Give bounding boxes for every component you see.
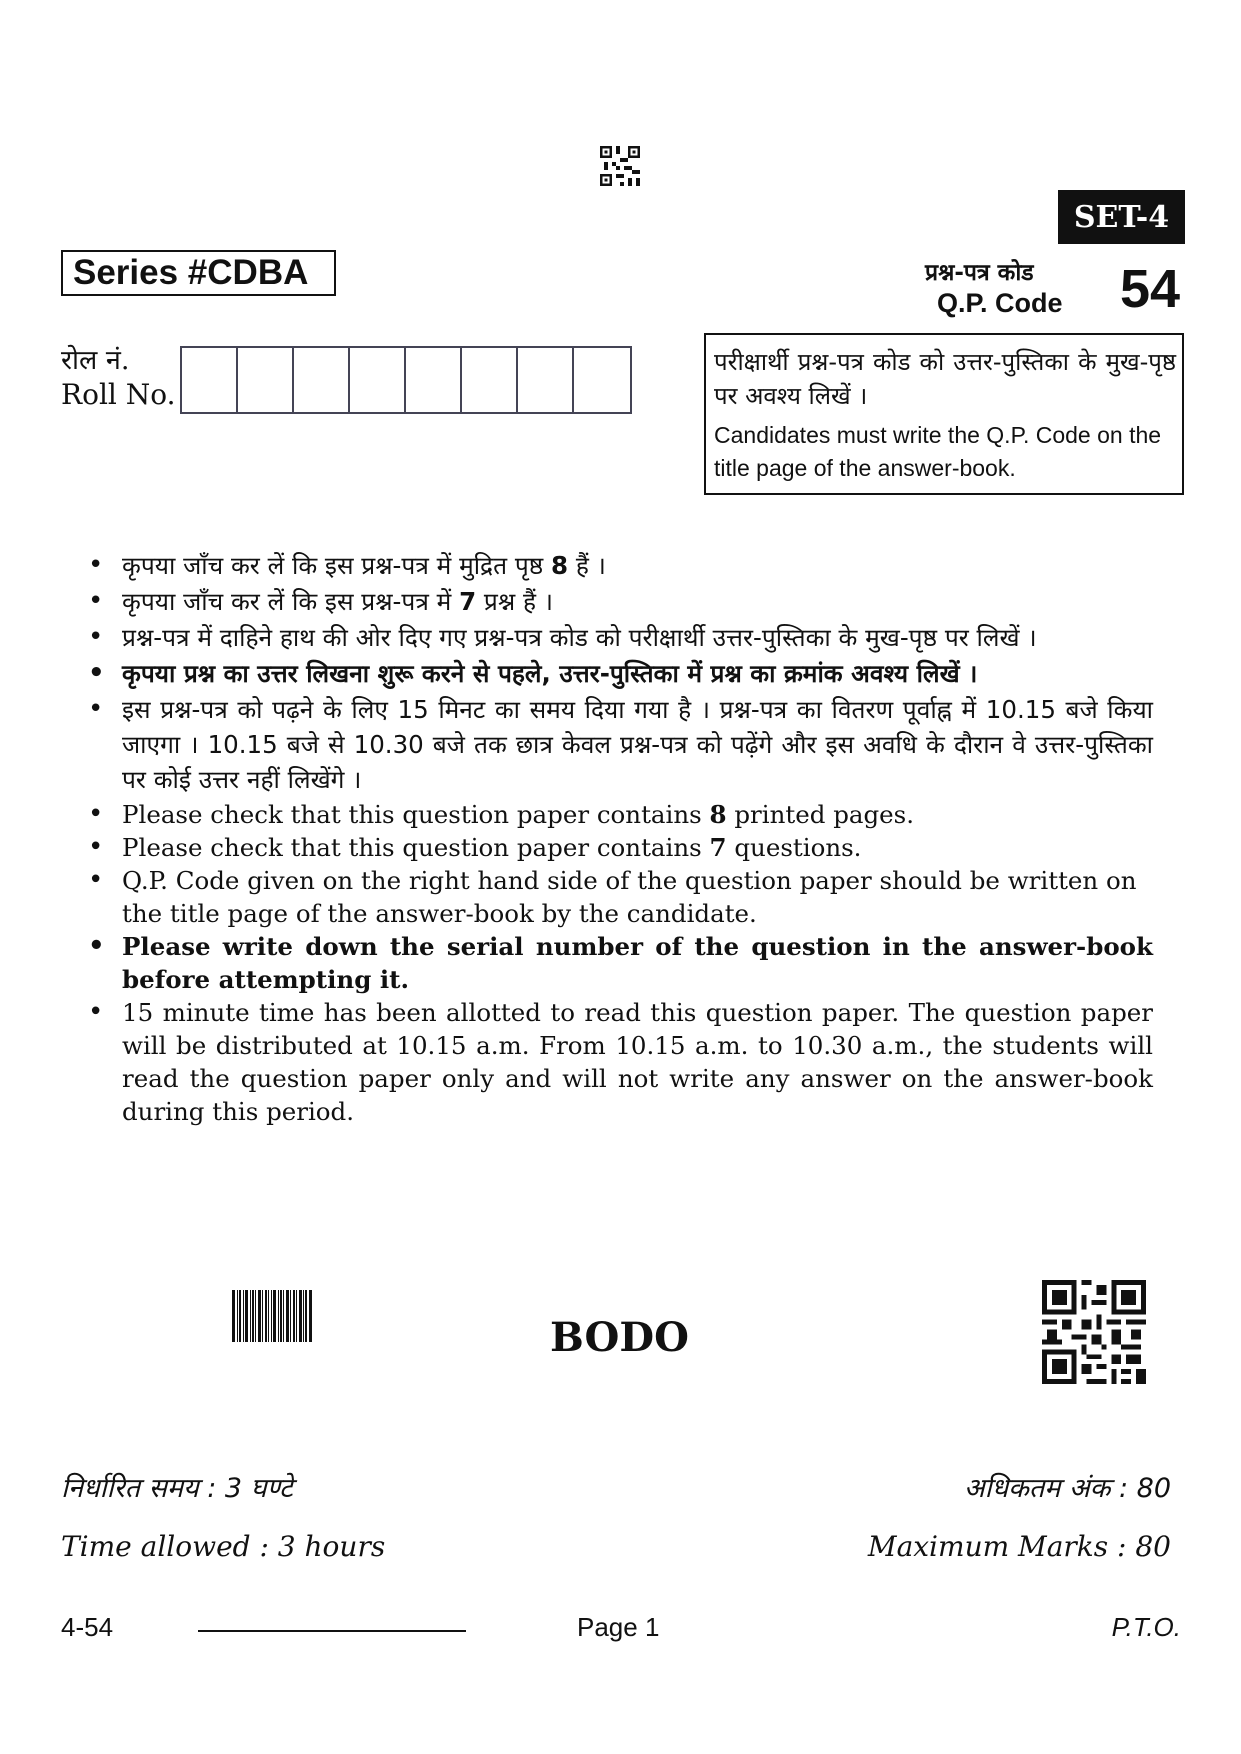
roll-digit-box[interactable] — [350, 348, 406, 412]
roll-digit-box[interactable] — [182, 348, 238, 412]
instruction-item: • Please check that this question paper contains 7 questions. — [88, 831, 1153, 864]
notice-hindi: परीक्षार्थी प्रश्न-पत्र कोड को उत्तर-पुस्तिका के मुख-पृष्ठ पर अवश्य लिखें । — [714, 348, 1176, 410]
set-badge: SET-4 — [1058, 190, 1185, 244]
roll-label-hindi: रोल नं. — [61, 345, 130, 376]
qp-code-number: 54 — [1120, 259, 1181, 319]
instruction-item: • प्रश्न-पत्र में दाहिने हाथ की ओर दिए गए प्रश्न-पत्र कोड को परीक्षार्थी उत्तर-पुस्तिका के मुख-पृष्ठ पर लिखें । — [88, 620, 1153, 655]
roll-digit-box[interactable] — [294, 348, 350, 412]
qp-code-notice — [704, 333, 1184, 495]
subject-title: BODO — [550, 1314, 689, 1361]
roll-digit-box[interactable] — [574, 348, 630, 412]
instructions-list — [88, 548, 1153, 1128]
instruction-item: • कृपया प्रश्न का उत्तर लिखना शुरू करने से पहले, उत्तर-पुस्तिका में प्रश्न का क्रमांक अवश्य लिखें । — [88, 656, 1153, 691]
time-allowed: Time allowed : 3 hours — [61, 1530, 386, 1563]
instruction-item: • 15 minute time has been allotted to read this question paper. The question paper will be distributed at 10.15 a.m. From 10.15 a.m. to 10.30 a.m., the students will read the question paper only and will not write any answer on the answer-book during this period. — [88, 996, 1153, 1128]
page-number: Page 1 — [577, 1612, 660, 1642]
qp-code-label: Q.P. Code — [937, 288, 1063, 318]
qr-code-icon — [1042, 1280, 1146, 1384]
paper-code: 4-54 — [61, 1612, 114, 1642]
instruction-item: • इस प्रश्न-पत्र को पढ़ने के लिए 15 मिनट का समय दिया गया है । प्रश्न-पत्र का वितरण पूर्वाह्न में 10.15 बजे किया जाएगा । 10.15 बजे से 10.30 बजे तक छात्र केवल प्रश्न-पत्र को पढ़ेंगे और इस अवधि के दौरान वे उत्तर-पुस्तिका पर कोई उत्तर नहीं लिखेंगे । — [88, 692, 1153, 797]
series-label: Series #CDBA — [61, 250, 336, 296]
barcode-icon — [232, 1290, 332, 1342]
roll-digit-box[interactable] — [238, 348, 294, 412]
notice-english: Candidates must write the Q.P. Code on the title page of the answer-book. — [714, 422, 1162, 481]
max-marks: Maximum Marks : 80 — [867, 1530, 1171, 1563]
instruction-item: • Please write down the serial number of the question in the answer-book before attempting it. — [88, 930, 1153, 996]
instruction-item: • कृपया जाँच कर लें कि इस प्रश्न-पत्र में 7 प्रश्न हैं । — [88, 584, 1153, 619]
roll-number-boxes[interactable] — [180, 346, 632, 414]
max-marks-hindi: अधिकतम अंक : 80 — [963, 1473, 1171, 1504]
time-allowed-hindi: निर्धारित समय : 3 घण्टे — [61, 1473, 293, 1504]
roll-digit-box[interactable] — [406, 348, 462, 412]
roll-digit-box[interactable] — [518, 348, 574, 412]
instruction-item: • कृपया जाँच कर लें कि इस प्रश्न-पत्र में मुद्रित पृष्ठ 8 हैं । — [88, 548, 1153, 583]
instruction-item: • Q.P. Code given on the right hand side of the question paper should be written on the title page of the answer-book by the candidate. — [88, 864, 1153, 930]
roll-digit-box[interactable] — [462, 348, 518, 412]
qp-code-label-hindi: प्रश्न-पत्र कोड — [925, 260, 1034, 286]
qr-code-icon — [600, 146, 640, 186]
roll-label: Roll No. — [61, 378, 176, 411]
footer-divider — [198, 1630, 466, 1632]
instruction-item: • Please check that this question paper contains 8 printed pages. — [88, 798, 1153, 831]
pto-label: P.T.O. — [1111, 1612, 1181, 1642]
